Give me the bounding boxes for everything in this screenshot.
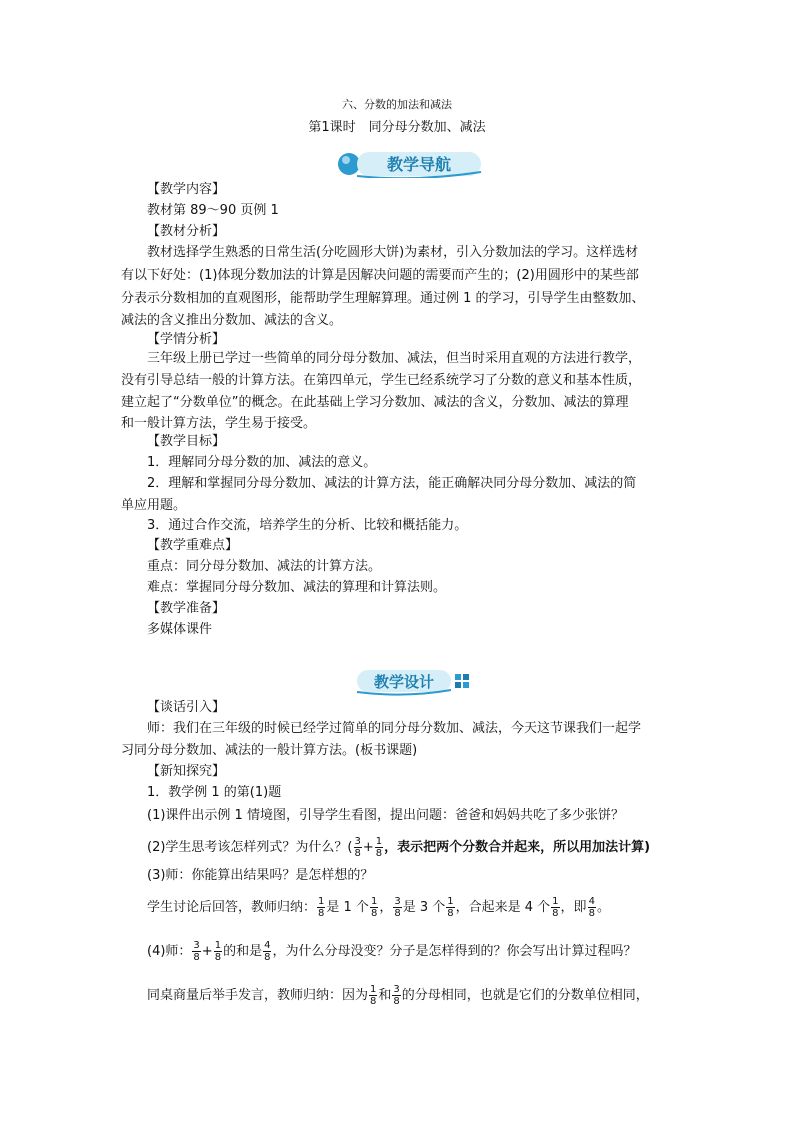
guide-banner xyxy=(335,146,485,178)
para-2: (2)学生思考该怎样列式？为什么？( $\frac{3}{8}$ + $\frac{1}{8}$ ，表示把两个分数合并起来，所以用加法计算) xyxy=(147,836,651,859)
fraction: $\frac{1}{8}$ xyxy=(214,940,222,963)
para-1: (1)课件出示例 1 情境图，引导学生看图，提出问题：爸爸和妈妈共吃了多少张饼？ xyxy=(147,808,624,823)
student-line-1: 三年级上册已学过一些简单的同分母分数加、减法，但当时采用直观的方法进行教学， xyxy=(147,351,642,366)
para-6: 同桌商量后举手发言，教师归纳：因为 $\frac{1}{8}$ 和 $\frac{3}{8}$ 的分母相同，也就是它们的分数单位相同， xyxy=(147,984,649,1007)
fraction: $\frac{1}{8}$ xyxy=(318,896,325,919)
design-banner-text: 教学设计 xyxy=(373,673,435,691)
analysis-line-2: 有以下好处：(1)体现分数加法的计算是因解决问题的需要而产生的；(2)用圆形中的某些部 xyxy=(121,268,639,283)
heading-key: 【教学重难点】 xyxy=(147,538,239,553)
analysis-line-4: 减法的含义推出分数加、减法的含义。 xyxy=(121,313,343,328)
para-5: (4)师： $\frac{3}{8}$ + $\frac{1}{8}$ 的和是 $\frac{4}{8}$ ，为什么分母没变？分子是怎样得到的？你会写出计算过程吗？ xyxy=(147,940,637,963)
design-banner xyxy=(355,664,475,696)
fraction: $\frac{3}{8}$ xyxy=(193,940,200,963)
student-line-3: 建立起了“分数单位”的概念。在此基础上学习分数加、减法的含义，分数加、减法的算理 xyxy=(121,395,629,410)
heading-analysis: 【教材分析】 xyxy=(147,224,226,239)
goal-2-line-1: 2．理解和掌握同分母分数加、减法的计算方法，能正确解决同分母分数加、减法的简 xyxy=(147,476,637,491)
student-line-4: 和一般计算方法，学生易于接受。 xyxy=(121,416,317,431)
analysis-line-3: 分表示分数相加的直观图形，能帮助学生理解算理。通过例 1 的学习，引导学生由整数加、 xyxy=(121,291,645,306)
heading-goal: 【教学目标】 xyxy=(147,434,226,449)
heading-student: 【学情分析】 xyxy=(147,332,226,347)
heading-new: 【新知探究】 xyxy=(147,764,226,779)
hard-point: 难点：掌握同分母分数加、减法的算理和计算法则。 xyxy=(147,580,447,595)
goal-3: 3．通过合作交流，培养学生的分析、比较和概括能力。 xyxy=(147,518,468,533)
heading-content: 【教学内容】 xyxy=(147,182,226,197)
para-4: 学生讨论后回答，教师归纳： $\frac{1}{8}$ 是 1 个 $\frac{1}{8}$ ， $\frac{3}{8}$ 是 3 个 $\frac{1}{8}$ ，合起来是 4 个 $\frac{1}{8}$ ，即 $\frac{4}{8}$ 。 xyxy=(147,896,610,919)
fraction: $\frac{4}{8}$ xyxy=(264,940,271,963)
fraction: $\frac{1}{8}$ xyxy=(370,984,377,1007)
intro-line-2: 习同分母分数加、减法的一般计算方法。(板书课题) xyxy=(121,743,418,758)
chapter-title: 六、分数的加法和减法 xyxy=(342,98,452,111)
lesson-title: 第1课时 同分母分数加、减法 xyxy=(308,120,486,135)
key-point: 重点：同分母分数加、减法的计算方法。 xyxy=(147,559,382,574)
fraction: $\frac{3}{8}$ xyxy=(394,896,401,919)
fraction: $\frac{3}{8}$ xyxy=(393,984,400,1007)
fraction: $\frac{3}{8}$ xyxy=(354,836,361,859)
intro-line-1: 师：我们在三年级的时候已经学过简单的同分母分数加、减法，今天这节课我们一起学 xyxy=(147,721,642,736)
student-line-2: 没有引导总结一般的计算方法。在第四单元，学生已经系统学习了分数的意义和基本性质， xyxy=(121,373,642,388)
fraction: $\frac{1}{8}$ xyxy=(447,896,454,919)
step-1: 1．教学例 1 的第(1)题 xyxy=(147,785,282,800)
fraction: $\frac{1}{8}$ xyxy=(552,896,559,919)
goal-2-line-2: 单应用题。 xyxy=(121,498,187,513)
heading-intro: 【谈话引入】 xyxy=(147,700,226,715)
para-3: (3)师：你能算出结果吗？是怎样想的？ xyxy=(147,868,374,883)
fraction: $\frac{1}{8}$ xyxy=(370,896,378,919)
fraction: $\frac{1}{8}$ xyxy=(375,836,383,859)
guide-banner-text: 教学导航 xyxy=(386,155,452,174)
goal-1: 1．理解同分母分数的加、减法的意义。 xyxy=(147,455,377,470)
prep-text: 多媒体课件 xyxy=(147,622,213,637)
analysis-line-1: 教材选择学生熟悉的日常生活(分吃圆形大饼)为素材，引入分数加法的学习。这样选材 xyxy=(147,245,639,260)
heading-prep: 【教学准备】 xyxy=(147,601,226,616)
content-text: 教材第 89～90 页例 1 xyxy=(147,203,279,218)
fraction: $\frac{4}{8}$ xyxy=(588,896,595,919)
